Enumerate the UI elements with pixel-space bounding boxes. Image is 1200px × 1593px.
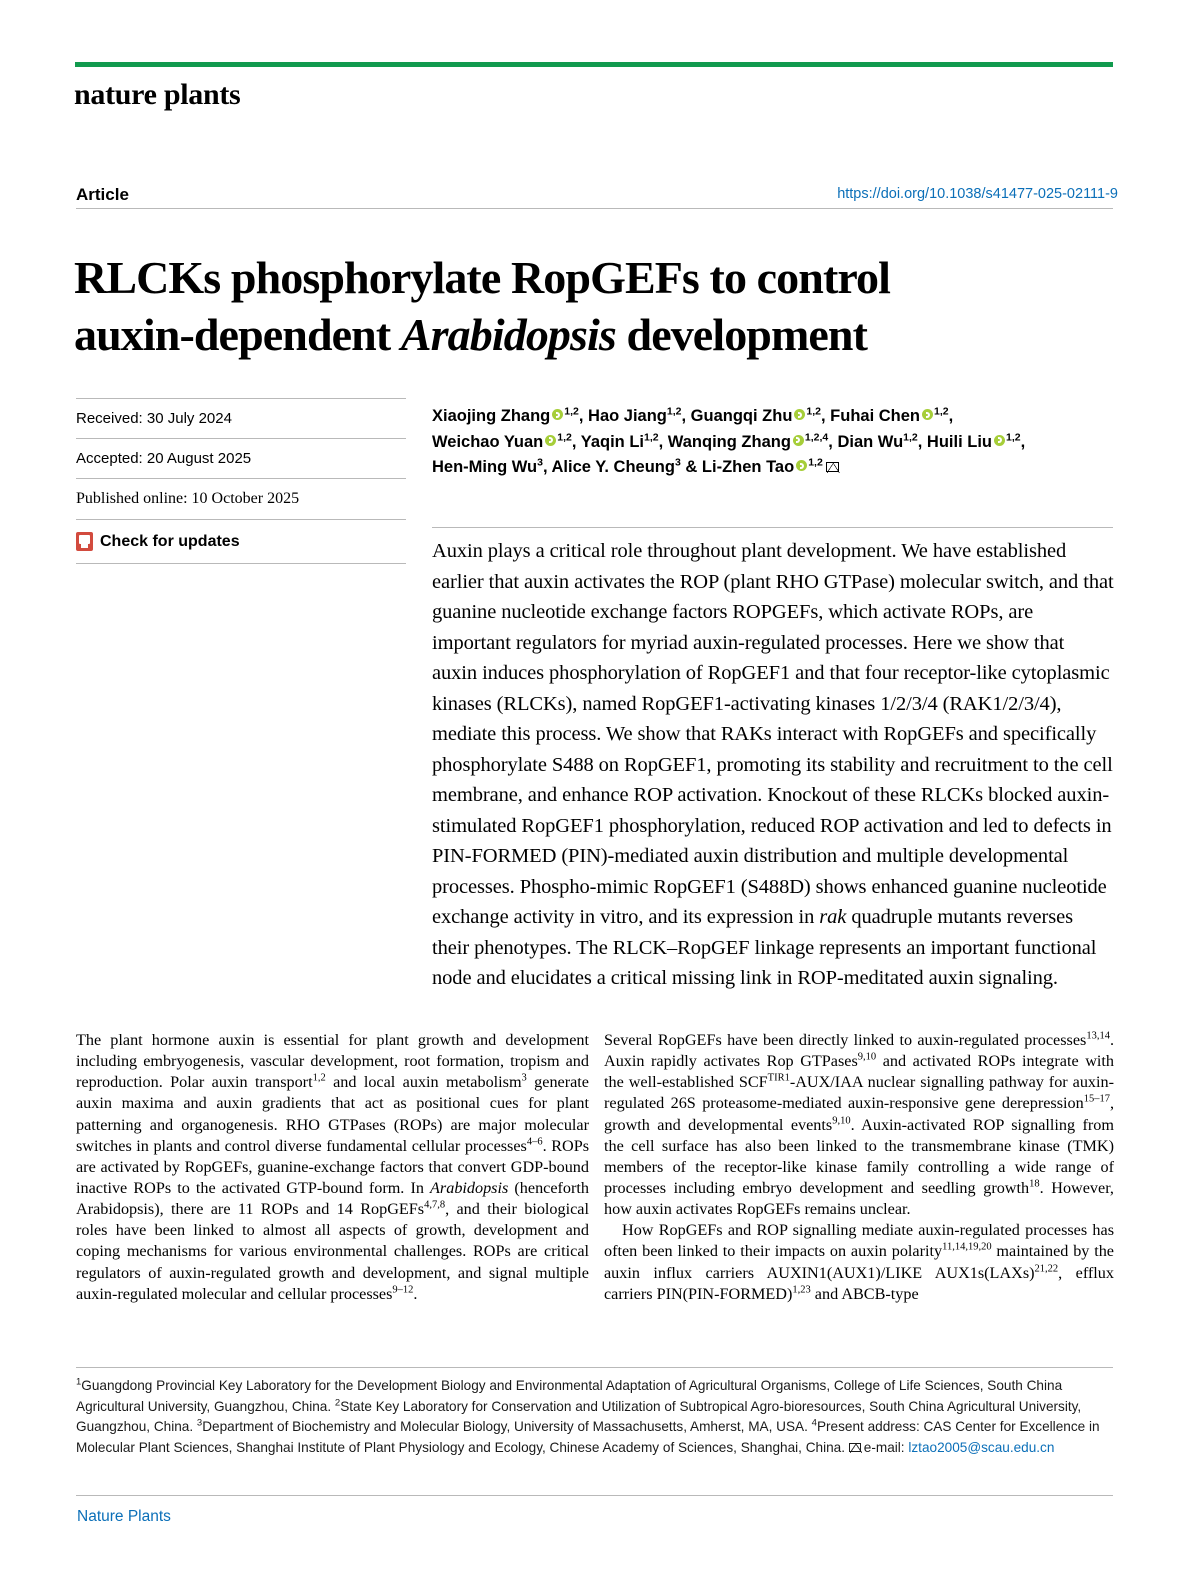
text-run: The plant hormone auxin is essential for plant growth and development including embryogenesis, vascular development, root formation, tropism and reproduction. Polar auxin transport bbox=[76, 1031, 589, 1092]
journal-accent-rule bbox=[75, 62, 1113, 67]
abstract bbox=[432, 536, 1114, 994]
text-run: . Auxin rapidly activates Rop GTPases bbox=[604, 1031, 1114, 1071]
author-name: , Alice Y. Cheung bbox=[542, 458, 675, 477]
affiliation-text: State Key Laboratory for Conservation and Utilization of Subtropical Agro-bioresources, South China Agricultural University, Guangzhou, China. bbox=[76, 1398, 1082, 1435]
abstract-part-2: quadruple mutants reverses their phenotypes. The RLCK–RopGEF linkage represents an important functional node and elucidates a critical missing link in ROP-meditated auxin signaling. bbox=[432, 906, 1097, 990]
author-affil: 3 bbox=[674, 456, 681, 469]
email-link[interactable]: lztao2005@scau.edu.cn bbox=[908, 1439, 1055, 1455]
author-name: , Huili Liu bbox=[917, 432, 993, 451]
body-column-right bbox=[604, 1030, 1114, 1305]
footer-journal-name[interactable]: Nature Plants bbox=[77, 1508, 171, 1525]
superscript-label: TIR1 bbox=[767, 1072, 790, 1084]
text-run: How RopGEFs and ROP signalling mediate auxin-regulated processes has often been linked to their impacts on auxin polarity bbox=[604, 1221, 1114, 1261]
citation-ref[interactable]: 13,14 bbox=[1086, 1030, 1110, 1042]
author-affil: 1,2 bbox=[1006, 431, 1021, 444]
orcid-icon[interactable] bbox=[796, 460, 807, 471]
affiliation-text: Department of Biochemistry and Molecular Biology, University of Massachusetts, Amherst, MA, USA. bbox=[202, 1419, 812, 1435]
orcid-icon[interactable] bbox=[793, 435, 804, 446]
check-for-updates-label: Check for updates bbox=[100, 532, 240, 550]
citation-ref[interactable]: 9–12 bbox=[392, 1284, 414, 1296]
author-name: , Dian Wu bbox=[828, 432, 904, 451]
affiliation-marker: 3 bbox=[196, 1417, 203, 1429]
citation-ref[interactable]: 3 bbox=[521, 1072, 527, 1084]
author-affil: 1,2 bbox=[564, 405, 579, 418]
author-name: , Yaqin Li bbox=[571, 432, 645, 451]
author-name: Weichao Yuan bbox=[432, 432, 544, 451]
abstract-part-1: Auxin plays a critical role throughout plant development. We have established earlier that auxin activates the ROP (plant RHO GTPase) molecular switch, and that guanine nucleotide exchange factors ROPGEFs, which activate ROPs, are important regulators for myriad auxin-regulated processes. Here we show that auxin induces phosphorylation of RopGEF1 and that four receptor-like cytoplasmic kinases (RLCKs), named RopGEF1-activating kinases 1/2/3/4 (RAK1/2/3/4), mediate this process. We show that RAKs interact with RopGEFs and specifically phosphorylate S488 on RopGEF1, promoting its stability and recruitment to the cell membrane, and enhance ROP activation. Knockout of these RLCKs blocked auxin-stimulated RopGEF1 phosphorylation, reduced ROP activation and led to defects in PIN-FORMED (PIN)-mediated auxin distribution and multiple developmental processes. Phospho-mimic RopGEF1 (S488D) shows enhanced guanine nucleotide exchange activity in vitro, and its expression in bbox=[432, 540, 1114, 929]
author-name: , Hao Jiang bbox=[578, 407, 667, 425]
affiliation-text: Present address: CAS Center for Excellence in Molecular Plant Sciences, Shanghai Institute of Plant Physiology and Ecology, Chinese Academy of Sciences, Shanghai, China. bbox=[76, 1419, 1100, 1455]
publication-meta bbox=[76, 398, 406, 564]
text-run: . ROPs are activated by RopGEFs, guanine-exchange factors that convert GDP-bound inactive ROPs to the activated GTP-bound form. In bbox=[76, 1136, 589, 1197]
title-line-2-pre: auxin-dependent bbox=[74, 309, 401, 361]
affiliation-text: Guangdong Provincial Key Laboratory for the Development Biology and Environmental Adaptation of Agricultural Organisms, College of Life Sciences, South China Agricultural University, Guangzhou, China. bbox=[76, 1378, 1063, 1414]
text-run: -AUX/IAA nuclear signalling pathway for auxin-regulated 26S proteasome-mediated auxin-responsive gene derepression bbox=[604, 1073, 1114, 1113]
article-type-label: Article bbox=[76, 185, 129, 204]
author-affil: 3 bbox=[537, 456, 543, 469]
title-line-1: RLCKs phosphorylate RopGEFs to control bbox=[74, 251, 891, 303]
author-name: , Guangqi Zhu bbox=[681, 407, 793, 425]
orcid-icon[interactable] bbox=[545, 435, 556, 446]
author-affil: 1,2 bbox=[806, 405, 822, 418]
author-affil: 1,2 bbox=[808, 456, 823, 469]
text-run: , efflux carriers PIN(PIN-FORMED) bbox=[604, 1263, 1114, 1303]
abstract-italic-term: rak bbox=[819, 906, 847, 929]
text-run: maintained by the auxin influx carriers AUXIN1(AUX1)/LIKE AUX1s(LAXs) bbox=[604, 1242, 1114, 1282]
check-for-updates-button[interactable] bbox=[76, 520, 406, 563]
title-line-2-post: development bbox=[615, 309, 868, 361]
text-run: generate auxin maxima and auxin gradients that act as positional cues for plant patterning and organogenesis. RHO GTPases (ROPs) are major molecular switches in plants and control diverse fundamental cellular processes bbox=[76, 1073, 589, 1155]
citation-ref[interactable]: 21,22 bbox=[1034, 1263, 1059, 1275]
email-label: e-mail: bbox=[863, 1439, 909, 1455]
text-run: . Auxin-activated ROP signalling from the cell surface has also been linked to the transmembrane kinase (TMK) members of the receptor-like kinase family controlling a wide range of processes including embryo development and seedling growth bbox=[604, 1115, 1114, 1197]
journal-logo: nature plants bbox=[74, 78, 241, 111]
meta-divider-5 bbox=[76, 563, 406, 564]
orcid-icon[interactable] bbox=[552, 409, 563, 420]
author-name: , Wanqing Zhang bbox=[658, 432, 791, 451]
paragraph bbox=[76, 1030, 589, 1305]
citation-ref[interactable]: 1,23 bbox=[792, 1284, 811, 1296]
footer-divider bbox=[76, 1495, 1113, 1496]
paragraph bbox=[604, 1030, 1114, 1220]
envelope-icon bbox=[849, 1443, 861, 1452]
author-affil: 1,2 bbox=[934, 405, 949, 418]
citation-ref[interactable]: 4,7,8 bbox=[424, 1199, 446, 1211]
received-date: Received: 30 July 2024 bbox=[76, 410, 232, 427]
author-affil: 1,2 bbox=[903, 431, 918, 444]
orcid-icon[interactable] bbox=[922, 409, 933, 420]
text-run: (henceforth Arabidopsis), there are 11 ROPs and 14 RopGEFs bbox=[76, 1178, 589, 1219]
abstract-divider bbox=[432, 527, 1113, 528]
author-name: & Li-Zhen Tao bbox=[680, 458, 795, 477]
italic-term: Arabidopsis bbox=[430, 1178, 509, 1197]
accepted-date: Accepted: 20 August 2025 bbox=[76, 450, 252, 467]
citation-ref[interactable]: 15–17 bbox=[1083, 1094, 1110, 1106]
orcid-icon[interactable] bbox=[794, 409, 805, 420]
text-run: . However, how auxin activates RopGEFs remains unclear. bbox=[604, 1178, 1114, 1219]
citation-ref[interactable]: 4–6 bbox=[526, 1136, 543, 1148]
author-affil: 1,2 bbox=[666, 405, 682, 418]
orcid-icon[interactable] bbox=[994, 435, 1005, 446]
page-title bbox=[74, 249, 1114, 364]
author-affil: 1,2 bbox=[557, 431, 572, 444]
crossmark-icon bbox=[76, 532, 93, 551]
affiliation-marker: 2 bbox=[334, 1397, 341, 1409]
author-sep: , bbox=[1020, 432, 1026, 451]
footnote-divider bbox=[76, 1367, 1113, 1368]
affiliation-marker: 1 bbox=[76, 1376, 82, 1388]
text-run: and ABCB-type bbox=[810, 1284, 919, 1303]
citation-ref[interactable]: 9,10 bbox=[832, 1115, 851, 1127]
author-name: Hen-Ming Wu bbox=[432, 458, 538, 477]
citation-ref[interactable]: 1,2 bbox=[312, 1072, 326, 1084]
citation-ref[interactable]: 9,10 bbox=[857, 1051, 877, 1063]
text-run: Several RopGEFs have been directly linked to auxin-regulated processes bbox=[604, 1031, 1087, 1049]
author-affil: 1,2 bbox=[644, 431, 659, 444]
paragraph bbox=[604, 1220, 1114, 1305]
affiliations-footnote bbox=[76, 1376, 1113, 1459]
author-sep: , bbox=[948, 407, 954, 425]
header-divider bbox=[76, 208, 1113, 209]
author-name: , Fuhai Chen bbox=[821, 407, 921, 425]
citation-ref[interactable]: 11,14,19,20 bbox=[942, 1242, 992, 1254]
text-run: and local auxin metabolism bbox=[325, 1073, 522, 1092]
author-list bbox=[432, 404, 1112, 481]
text-run: . bbox=[413, 1284, 418, 1303]
doi-link[interactable]: https://doi.org/10.1038/s41477-025-02111-9 bbox=[837, 186, 1118, 202]
text-run: , and their biological roles have been linked to almost all aspects of growth, development and coping mechanisms for various environmental challenges. ROPs are critical regulators of auxin-regulated growth and development, and signal multiple auxin-regulated molecular and cellular processes bbox=[76, 1200, 589, 1303]
author-name: Xiaojing Zhang bbox=[432, 407, 551, 425]
citation-ref[interactable]: 18 bbox=[1029, 1178, 1040, 1190]
body-column-left bbox=[76, 1030, 589, 1305]
text-run: and activated ROPs integrate with the well-established SCF bbox=[604, 1052, 1115, 1092]
published-date: Published online: 10 October 2025 bbox=[76, 490, 300, 507]
envelope-icon[interactable] bbox=[826, 462, 839, 472]
author-affil: 1,2,4 bbox=[804, 431, 829, 444]
affiliation-marker: 4 bbox=[811, 1417, 817, 1429]
text-run: , growth and developmental events bbox=[604, 1094, 1114, 1134]
title-line-2-italic: Arabidopsis bbox=[400, 309, 616, 361]
